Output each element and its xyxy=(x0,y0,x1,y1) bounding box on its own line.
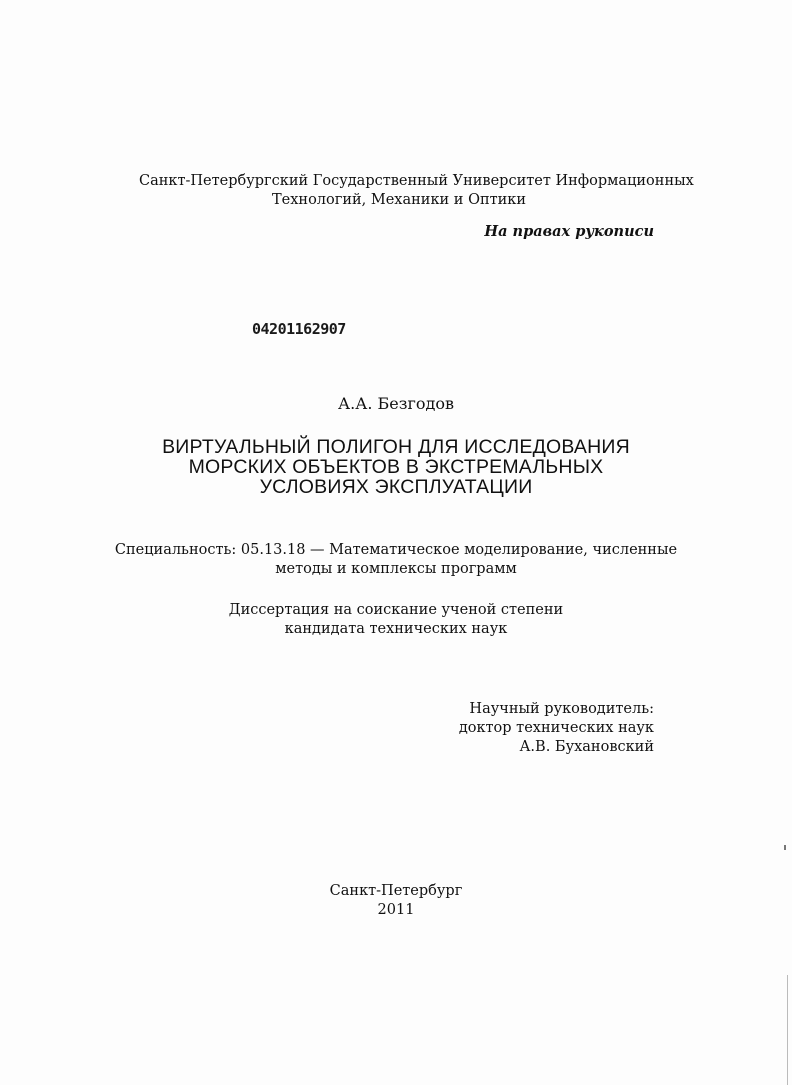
dissertation-line-2: кандидата технических наук xyxy=(284,621,508,637)
manuscript-rights-note: На правах рукописи xyxy=(484,223,654,240)
title-line-3: УСЛОВИЯХ ЭКСПЛУАТАЦИИ xyxy=(259,476,533,498)
title-line-1: ВИРТУАЛЬНЫЙ ПОЛИГОН ДЛЯ ИССЛЕДОВАНИЯ xyxy=(162,436,630,458)
supervisor-degree: доктор технических наук xyxy=(458,720,654,736)
dissertation-line-1: Диссертация на соискание ученой степени xyxy=(228,602,564,618)
library-stamp-number: 04201162907 xyxy=(252,320,346,338)
institution-line-1: Санкт-Петербургский Государственный Университет Информационных xyxy=(139,173,694,189)
supervisor-name: А.В. Бухановский xyxy=(519,739,654,755)
specialty-line-2: методы и комплексы программ xyxy=(275,561,517,577)
specialty-line-1: Специальность: 05.13.18 — Математическое моделирование, численные xyxy=(114,542,678,558)
year: 2011 xyxy=(377,902,415,918)
city: Санкт-Петербург xyxy=(329,883,463,899)
scan-edge-mark xyxy=(784,845,786,850)
scan-edge-line xyxy=(787,975,788,1085)
institution-line-2: Технологий, Механики и Оптики xyxy=(271,192,527,208)
supervisor-label: Научный руководитель: xyxy=(469,701,654,717)
title-line-2: МОРСКИХ ОБЪЕКТОВ В ЭКСТРЕМАЛЬНЫХ xyxy=(188,456,604,478)
author-name: А.А. Безгодов xyxy=(338,394,454,413)
